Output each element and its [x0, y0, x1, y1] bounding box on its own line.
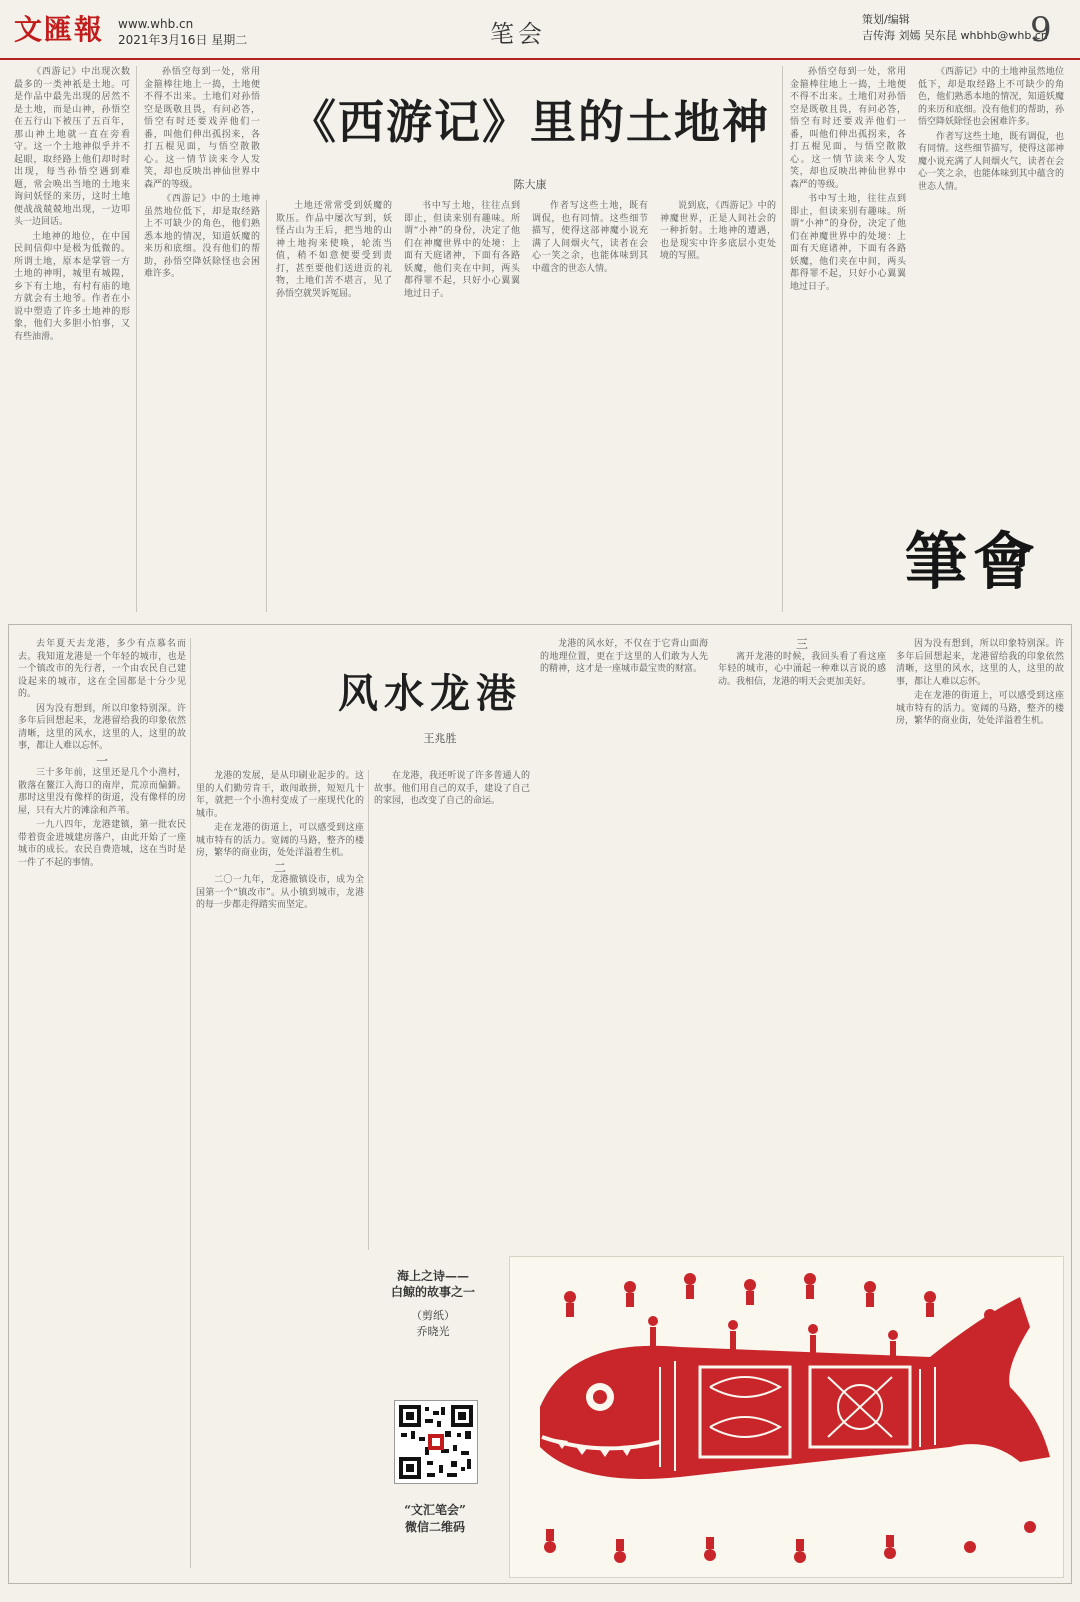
editor-label: 策划/编辑 — [862, 13, 910, 26]
paragraph: 作者写这些土地，既有调侃，也有同情。这些细节描写，使得这部神魔小说充满了人间烟火气，读者在会心一笑之余，也能体味到其中蕴含的世态人情。 — [532, 201, 648, 274]
article2-byline: 王兆胜 — [423, 732, 457, 745]
issue-date: 2021年3月16日 — [118, 33, 208, 47]
article1-column-7 — [790, 66, 906, 612]
article1-byline: 陈大康 — [513, 178, 547, 191]
paragraph: 在龙港，我还听说了许多普通人的故事。他们用自己的双手，建设了自己的家园，也改变了自己的命运。 — [374, 771, 530, 806]
qr-code-icon — [395, 1401, 477, 1483]
newspaper-logo: 文匯報 — [14, 13, 105, 46]
editor-names: 吉传海 刘嫣 吴东昆 — [862, 29, 957, 42]
article1-column-1 — [14, 66, 130, 612]
paragraph: 离开龙港的时候，我回头看了看这座年轻的城市，心中涌起一种难以言说的感动。我相信，龙港的明天会更加美好。 — [718, 651, 886, 687]
column-rule — [190, 638, 191, 1568]
paragraph: 去年夏天去龙港，多少有点慕名而去。我知道龙港是一个年轻的城市，也是一个镇改市的先行者，一个由农民自己建设起来的城市，这在全国都是十分少见的。 — [18, 639, 186, 699]
website: www.whb.cn — [118, 17, 194, 31]
qr-code[interactable] — [394, 1400, 478, 1484]
article1-title: 《西游记》里的土地神 — [290, 95, 770, 149]
whale-papercut-image — [510, 1257, 1063, 1577]
article2-column-5 — [718, 638, 886, 1248]
email: whbhb@whb.cn — [960, 29, 1048, 42]
article1-column-6 — [660, 200, 776, 612]
article1-column-2 — [144, 66, 260, 612]
section-marker: 一 — [95, 753, 108, 768]
paragraph: 书中写土地，往往点到即止，但读来别有趣味。所谓“小神”的身份，决定了他们在神魔世界中的处境：上面有天庭诸神，下面有各路妖魔，他们夹在中间，两头都得罪不起，只好小心翼翼地过日子。 — [404, 201, 520, 299]
weekday: 星期二 — [211, 33, 248, 47]
paragraph: 因为没有想到，所以印象特别深。许多年后回想起来，龙港留给我的印象依然清晰，这里的风水，这里的人，这里的故事，都让人难以忘怀。 — [896, 639, 1064, 687]
qr-label-line2: 微信二维码 — [404, 1520, 465, 1534]
paragraph: 龙港的发展，是从印刷业起步的。这里的人们勤劳肯干，敢闯敢拼，短短几十年，就把一个小渔村变成了一座现代化的城市。 — [196, 771, 364, 819]
paragraph: 龙港的风水好，不仅在于它背山面海的地理位置，更在于这里的人们敢为人先的精神，这才是一座城市最宝贵的财富。 — [540, 639, 708, 674]
editor-meta — [862, 12, 1048, 44]
caption-title: 海上之诗—— — [396, 1269, 469, 1283]
article1-column-8 — [918, 66, 1064, 498]
column-rule — [136, 66, 137, 612]
column-rule — [368, 770, 369, 1250]
paragraph: 作者写这些土地，既有调侃，也有同情。这些细节描写，使得这部神魔小说充满了人间烟火气，读者在会心一笑之余，也能体味到其中蕴含的世态人情。 — [918, 131, 1064, 192]
paragraph: 土地神的地位，在中国民间信仰中是极为低微的。所谓土地，原本是掌管一方土地的神明，城里有城隍，乡下有土地，有村有庙的地方就会有土地爷。作者在小说中塑造了许多土地神的形象，他们大多胆小怕事，又有些油滑。 — [14, 231, 130, 342]
caption-subtitle: 白鲸的故事之一 — [390, 1285, 475, 1299]
article2-column-2 — [196, 770, 364, 1568]
paragraph: 走在龙港的街道上，可以感受到这座城市特有的活力。宽阔的马路，整齐的楼房，繁华的商业街，处处洋溢着生机。 — [196, 823, 364, 858]
caption-artist: 乔晓光 — [416, 1325, 450, 1338]
paragraph: 《西游记》中的土地神虽然地位低下，却是取经路上不可缺少的角色，他们熟悉本地的情况，知道妖魔的来历和底细。没有他们的帮助，孙悟空降妖除怪也会困难许多。 — [144, 194, 260, 279]
column-rule — [782, 66, 783, 612]
artwork-caption — [378, 1268, 488, 1340]
masthead-meta — [118, 16, 247, 48]
article1-column-4 — [404, 200, 520, 612]
column-rule — [266, 200, 267, 612]
section-marker: 二 — [273, 860, 286, 875]
paragraph: 因为没有想到，所以印象特别深。许多年后回想起来，龙港留给我的印象依然清晰，这里的风水，这里的人，这里的故事，都让人难以忘怀。 — [18, 703, 186, 751]
paragraph: 《西游记》中出现次数最多的一类神祇是土地。可是作品中最先出现的居然不是土地，而是山神，孙悟空在五行山下被压了五百年，那山神土地就一直在旁看守。这一个土地神似乎并不起眼，取经路上他们却时时出现，每当孙悟空遇到难题，常会唤出当地的土地来询问妖怪的来历，这时土地便战战兢兢地出现，一边叩头一边回话。 — [14, 67, 130, 227]
article2-column-4 — [540, 638, 708, 1248]
paragraph: 三十多年前，这里还是几个小渔村，散落在鳌江入海口的南岸，荒凉而偏僻。那时这里没有像样的街道，没有像样的房屋，只有大片的滩涂和芦苇。 — [18, 768, 186, 816]
paragraph: 书中写土地，往往点到即止，但读来别有趣味。所谓“小神”的身份，决定了他们在神魔世界中的处境：上面有天庭诸神，下面有各路妖魔，他们夹在中间，两头都得罪不起，只好小心翼翼地过日子。 — [790, 194, 906, 292]
article1-column-3 — [276, 200, 392, 612]
section-marker: 三 — [795, 638, 808, 651]
section-name: 笔会 — [490, 20, 546, 48]
article2-title: 风水龙港 — [338, 670, 522, 717]
masthead — [0, 0, 1080, 60]
article1-column-5 — [532, 200, 648, 612]
paragraph: 孙悟空每到一处，常用金箍棒往地上一捣，土地便不得不出来。土地们对孙悟空是既敬且畏，有问必答，悟空有时还要戏弄他们一番，叫他们伸出孤拐来，各打五棍见面，与悟空散散心。这一情节读来令人发笑，却也反映出神仙世界中森严的等级。 — [790, 67, 906, 190]
qr-label-line1: “文汇笔会” — [404, 1503, 466, 1517]
section-brush-logo: 筆會 — [905, 525, 1042, 598]
paragraph: 一九八四年，龙港建镇，第一批农民带着资金进城建房落户，由此开始了一座城市的成长。农民自费造城，这在当时是一件了不起的事情。 — [18, 820, 186, 868]
paragraph: 土地还常常受到妖魔的欺压。作品中屡次写到，妖怪占山为王后，把当地的山神土地拘来使唤，轮流当值，稍不如意便要受到责打，甚至要他们送进贡的礼物，土地们苦不堪言，见了孙悟空就哭诉冤屈。 — [276, 201, 392, 299]
article2-column-3 — [374, 770, 530, 1246]
paragraph: 《西游记》中的土地神虽然地位低下，却是取经路上不可缺少的角色，他们熟悉本地的情况，知道妖魔的来历和底细。没有他们的帮助，孙悟空降妖除怪也会困难许多。 — [918, 67, 1064, 127]
caption-medium: （剪纸） — [411, 1309, 455, 1322]
papercut-artwork — [509, 1256, 1064, 1578]
article2-column-1 — [18, 638, 186, 1568]
paragraph: 说到底，《西游记》中的神魔世界，正是人间社会的一种折射。土地神的遭遇，也是现实中许多底层小吏处境的写照。 — [660, 201, 776, 261]
paragraph: 二〇一九年，龙港撤镇设市，成为全国第一个“镇改市”。从小镇到城市，龙港的每一步都走得踏实而坚定。 — [196, 875, 364, 910]
article2-column-6 — [896, 638, 1064, 1248]
paragraph: 孙悟空每到一处，常用金箍棒往地上一捣，土地便不得不出来。土地们对孙悟空是既敬且畏，有问必答，悟空有时还要戏弄他们一番，叫他们伸出孤拐来，各打五棍见面，与悟空散散心。这一情节读来令人发笑，却也反映出神仙世界中森严的等级。 — [144, 67, 260, 190]
page-number: 9 — [1030, 10, 1052, 50]
qr-label — [370, 1502, 500, 1536]
paragraph: 走在龙港的街道上，可以感受到这座城市特有的活力。宽阔的马路，整齐的楼房，繁华的商业街，处处洋溢着生机。 — [896, 691, 1064, 726]
